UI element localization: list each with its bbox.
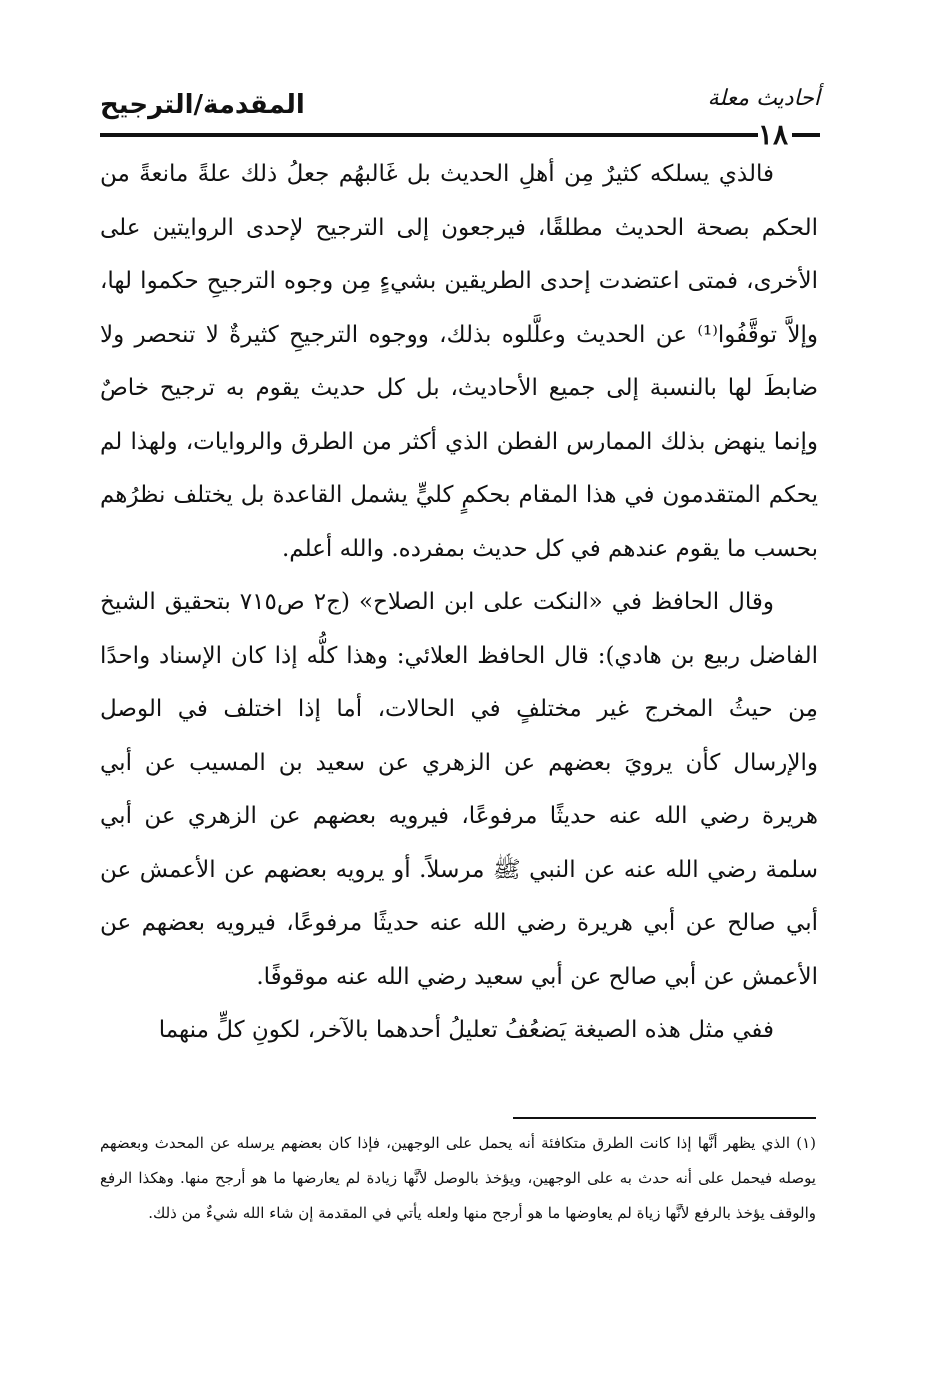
- paragraph: وقال الحافظ في «النكت على ابن الصلاح» (ج٢ ص٧١٥ بتحقيق الشيخ الفاضل ربيع بن هادي): قال الحافظ العلائي: وهذا كلُّه إذا كان الإسناد واحدًا مِن حيثُ المخرج غير مختلفٍ في الحالات، أما إذا اختلف في الوصل والإرسال كأن يرويَ بعضهم عن الزهري عن سعيد بن المسيب عن أبي هريرة رضي الله عنه حديثًا مرفوعًا، فيرويه بعضهم عن الزهري عن أبي سلمة رضي الله عنه عن النبي ﷺ مرسلاً. أو يرويه بعضهم عن الأعمش عن أبي صالح عن أبي هريرة رضي الله عنه حديثًا مرفوعًا، فيرويه بعضهم عن الأعمش عن أبي صالح عن أبي سعيد رضي الله عنه موقوفًا.: [100, 589, 818, 990]
- paragraph: فالذي يسلكه كثيرٌ مِن أهلِ الحديث بل غَالبهُم جعلُ ذلك علةً مانعةً من الحكم بصحة الحديث مطلقًا، فيرجعون إلى الترجيح لإحدى الروايتين على الأخرى، فمتى اعتضدت إحدى الطريقين بشيءٍ مِن وجوه الترجيحِ حكموا لها، وإلاَّ توقَّفُوا⁽¹⁾ عن الحديث وعلَّلوه بذلك، ووجوه الترجيحِ كثيرةٌ لا تنحصر ولا ضابطَ لها بالنسبة إلى جميع الأحاديث، بل كل حديث يقوم به ترجيح خاصٌ وإنما ينهض بذلك الممارس الفطن الذي أكثر من الطرق والروايات، ولهذا لم يحكم المتقدمون في هذا المقام بحكمٍ كليٍّ يشمل القاعدة بل يختلف نظرُهم بحسب ما يقوم عندهم في كل حديث بمفرده. والله أعلم.: [100, 161, 818, 562]
- footnote-text: (١) الذي يظهر أنَّها إذا كانت الطرق متكافئة أنه يحمل على الوجهين، فإذا كان بعضهم يرسله عن المحدث وبعضهم يوصله فيحمل على أنه حدث به على الوجهين، ويؤخذ بالوصل لأنَّها زيادة لم يعارضها ما هو أرجح منها. وهكذا الرفع والوقف يؤخذ بالرفع لأنَّها زياة لم يعاوضها ما هو أرجح منها ولعله يأتي في المقدمة إن شاء الله شيءٌ من ذلك.: [100, 1134, 816, 1222]
- page-number: ١٨: [757, 118, 788, 151]
- body-text: [100, 148, 818, 1058]
- header-rule-short: [792, 133, 820, 137]
- paragraph: ففي مثل هذه الصيغة يَضعُفُ تعليلُ أحدهما بالآخر، لكونِ كلٍّ منهما: [158, 1017, 774, 1043]
- footnote: [100, 1126, 816, 1231]
- running-title: المقدمة/الترجيح: [100, 90, 305, 120]
- footnote-separator: [513, 1117, 816, 1119]
- book-title-mark: أحاديث معلة: [707, 86, 820, 111]
- header-rule: [100, 133, 758, 137]
